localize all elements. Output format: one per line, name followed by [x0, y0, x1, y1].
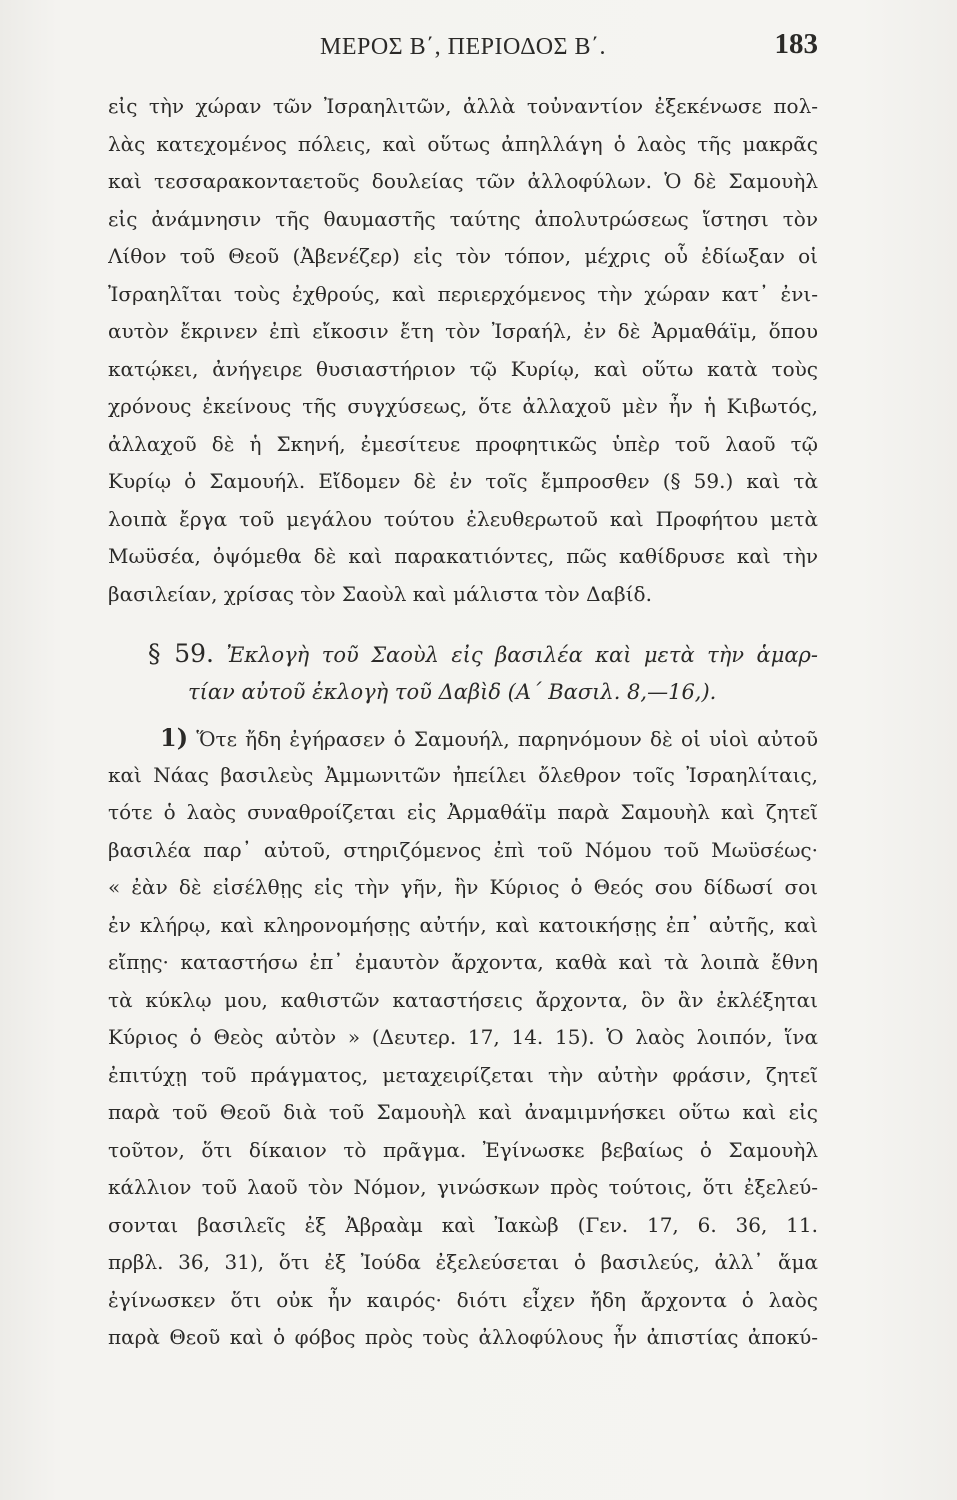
text-line: ἐπιτύχῃ τοῦ πράγματος, μεταχειρίζεται τὴν αὐτὴν φράσιν, ζητεῖ	[108, 1062, 818, 1087]
text-line: τὰ κύκλῳ μου, καθιστῶν καταστήσεις ἄρχοντα, ὃν ἂν ἐκλέξηται	[108, 987, 818, 1012]
text-line: Κύριος ὁ Θεὸς αὐτὸν » (Δευτερ. 17, 14. 15). Ὁ λαὸς λοιπόν, ἵνα	[108, 1025, 818, 1049]
paragraph-number: 1)	[160, 723, 189, 752]
running-head: ΜΕΡΟΣ Β΄, ΠΕΡΙΟΔΟΣ Β΄.	[319, 34, 606, 60]
text-line: ἀλλαχοῦ δὲ ἡ Σκηνή, ἐμεσίτευε προφητικῶς ὑπὲρ τοῦ λαοῦ τῷ	[108, 431, 818, 456]
text-line: καὶ τεσσαρακονταετοῦς δουλείας τῶν ἀλλοφύλων. Ὁ δὲ Σαμουὴλ	[108, 169, 818, 193]
text-line: βασιλείαν, χρίσας τὸν Σαοὺλ καὶ μάλιστα τὸν Δαβίδ.	[108, 581, 652, 606]
text-line: σονται βασιλεῖς ἐξ Ἀβραὰμ καὶ Ἰακὼβ (Γεν. 17, 6. 36, 11.	[108, 1212, 818, 1237]
text-line: λοιπὰ ἔργα τοῦ μεγάλου τούτου ἐλευθερωτοῦ καὶ Προφήτου μετὰ	[108, 506, 818, 531]
text-line: βασιλέα παρ᾽ αὐτοῦ, στηριζόμενος ἐπὶ τοῦ Νόμου τοῦ Μωϋσέως·	[108, 837, 818, 862]
text-line: εἴπῃς· καταστήσω ἐπ᾽ ἐμαυτὸν ἄρχοντα, καθὰ καὶ τὰ λοιπὰ ἔθνη	[108, 950, 818, 974]
text-line: παρὰ τοῦ Θεοῦ διὰ τοῦ Σαμουὴλ καὶ ἀναμιμνήσκει οὕτω καὶ εἰς	[108, 1100, 818, 1124]
text-line: τοῦτον, ὅτι δίκαιον τὸ πρᾶγμα. Ἐγίνωσκε βεβαίως ὁ Σαμουὴλ	[108, 1137, 818, 1162]
section-heading	[108, 635, 818, 711]
text-line: πρβλ. 36, 31), ὅτι ἐξ Ἰούδα ἐξελεύσεται ὁ βασιλεύς, ἀλλ᾽ ἅμα	[108, 1250, 818, 1274]
text-line: ἐν κλήρῳ, καὶ κληρονομήσῃς αὐτήν, καὶ κατοικήσῃς ἐπ᾽ αὐτῆς, καὶ	[108, 912, 818, 937]
text-line: κατῴκει, ἀνήγειρε θυσιαστήριον τῷ Κυρίῳ, καὶ οὕτω κατὰ τοὺς	[108, 356, 818, 381]
text-line: παρὰ Θεοῦ καὶ ὁ φόβος πρὸς τοὺς ἀλλοφύλους ἦν ἀπιστίας ἀποκύ-	[108, 1325, 818, 1349]
text-line: Κυρίῳ ὁ Σαμουήλ. Εἴδομεν δὲ ἐν τοῖς ἔμπροσθεν (§ 59.) καὶ τὰ	[108, 469, 818, 493]
text-line: καὶ Νάας βασιλεὺς Ἀμμωνιτῶν ἠπείλει ὄλεθρον τοῖς Ἰσραηλίταις,	[108, 762, 818, 787]
text-line: αυτὸν ἔκρινεν ἐπὶ εἴκοσιν ἔτη τὸν Ἰσραήλ, ἐν δὲ Ἀρμαθάϊμ, ὅπου	[108, 319, 818, 343]
text-line: εἰς τὴν χώραν τῶν Ἰσραηλιτῶν, ἀλλὰ τοὐναντίον ἐξεκένωσε πολ-	[108, 94, 818, 118]
section-number: § 59.	[148, 639, 214, 668]
paragraph-continued	[108, 88, 818, 613]
text-line: Μωϋσέα, ὀψόμεθα δὲ καὶ παρακατιόντες, πῶς καθίδρυσε καὶ τὴν	[108, 544, 818, 568]
page-header	[108, 28, 818, 72]
text-line: « ἐὰν δὲ εἰσέλθῃς εἰς τὴν γῆν, ἣν Κύριος ὁ Θεός σου δίδωσί σοι	[108, 875, 818, 899]
body-text	[108, 88, 818, 1357]
text-line: κάλλιον τοῦ λαοῦ τὸν Νόμον, γινώσκων πρὸς τούτοις, ὅτι ἐξελεύ-	[108, 1175, 818, 1199]
text-line: Λίθον τοῦ Θεοῦ (Ἀβενέζερ) εἰς τὸν τόπον, μέχρις οὗ ἐδίωξαν οἱ	[108, 244, 818, 268]
page-number: 183	[774, 28, 818, 60]
section-title-line-2: τίαν αὐτοῦ ἐκλογὴ τοῦ Δαβὶδ (Α΄ Βασιλ. 8,—16,).	[188, 680, 717, 704]
paragraph-1	[108, 719, 818, 1357]
text-line: Ὅτε ἤδη ἐγήρασεν ὁ Σαμουήλ, παρηνόμουν δὲ οἱ υἱοὶ αὐτοῦ	[196, 727, 818, 751]
text-line: λὰς κατεχομένος πόλεις, καὶ οὕτως ἀπηλλάγη ὁ λαὸς τῆς μακρᾶς	[108, 131, 818, 156]
section-title-line-1: Ἐκλογὴ τοῦ Σαοὺλ εἰς βασιλέα καὶ μετὰ τὴν ἁμαρ-	[226, 643, 818, 667]
text-line: χρόνους ἐκείνους τῆς συγχύσεως, ὅτε ἀλλαχοῦ μὲν ἦν ἡ Κιβωτός,	[108, 394, 818, 418]
text-line: Ἰσραηλῖται τοὺς ἐχθρούς, καὶ περιερχόμενος τὴν χώραν κατ᾽ ἐνι-	[108, 281, 818, 306]
text-line: ἐγίνωσκεν ὅτι οὐκ ἦν καιρός· διότι εἶχεν ἤδη ἄρχοντα ὁ λαὸς	[108, 1287, 818, 1312]
text-line: εἰς ἀνάμνησιν τῆς θαυμαστῆς ταύτης ἀπολυτρώσεως ἵστησι τὸν	[108, 206, 818, 231]
text-line: τότε ὁ λαὸς συναθροίζεται εἰς Ἀρμαθάϊμ παρὰ Σαμουὴλ καὶ ζητεῖ	[108, 800, 818, 824]
